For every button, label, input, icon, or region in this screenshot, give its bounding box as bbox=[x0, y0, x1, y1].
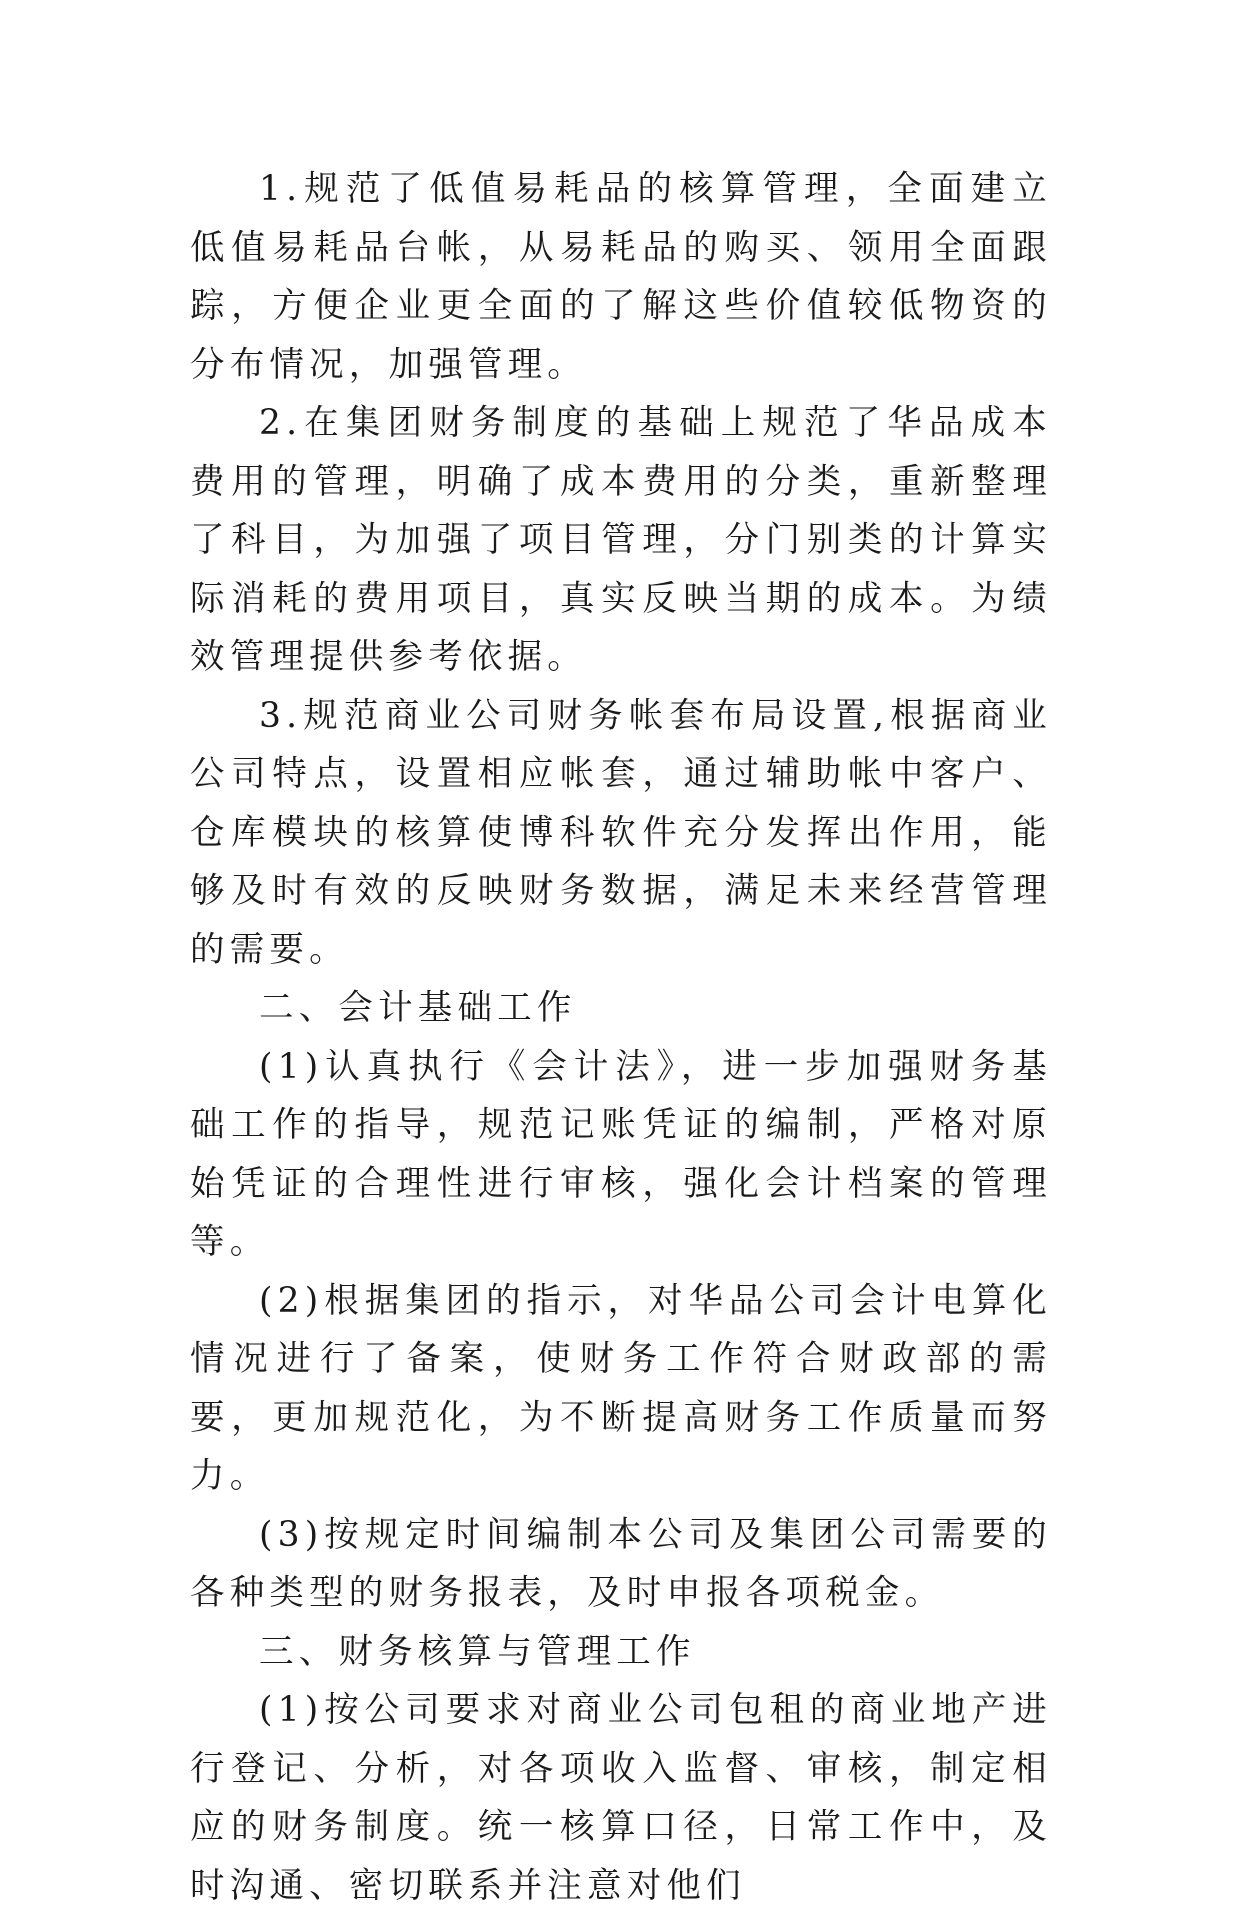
paragraph-computerized-accounting-filing: (2)根据集团的指示，对华品公司会计电算化情况进行了备案，使财务工作符合财政部的需要，更加规范化，为不断提高财务工作质量而努力。 bbox=[190, 1280, 1052, 1496]
section-heading-accounting-basics: 二、会计基础工作 bbox=[259, 988, 577, 1028]
paragraph-commercial-real-estate: (1)按公司要求对商业公司包租的商业地产进行登记、分析，对各项收入监督、审核，制定相应的财务制度。统一核算口径，日常工作中，及时沟通、密切联系并注意对他们 bbox=[190, 1690, 1052, 1906]
section-heading-financial-accounting-management: 三、财务核算与管理工作 bbox=[259, 1631, 696, 1672]
document-body bbox=[190, 160, 1052, 1915]
paragraph-item-2-cost-expense-management: 2.在集团财务制度的基础上规范了华品成本费用的管理，明确了成本费用的分类，重新整理了科目，为加强了项目管理，分门别类的计算实际消耗的费用项目，真实反映当期的成本。为绩效管理提供参考依据。 bbox=[190, 403, 1052, 677]
paragraph-item-3-account-set-layout: 3.规范商业公司财务帐套布局设置,根据商业公司特点，设置相应帐套，通过辅助帐中客户、仓库模块的核算使博科软件充分发挥出作用，能够及时有效的反映财务数据，满足未来经营管理的需要。 bbox=[190, 695, 1052, 970]
paragraph-accounting-law: (1)认真执行《会计法》，进一步加强财务基础工作的指导，规范记账凭证的编制，严格对原始凭证的合理性进行审核，强化会计档案的管理等。 bbox=[190, 1046, 1052, 1262]
paragraph-item-1-low-value-consumables: 1.规范了低值易耗品的核算管理，全面建立低值易耗品台帐，从易耗品的购买、领用全面跟踪，方便企业更全面的了解这些价值较低物资的分布情况，加强管理。 bbox=[190, 169, 1052, 385]
paragraph-financial-statements: (3)按规定时间编制本公司及集团公司需要的各种类型的财务报表，及时申报各项税金。 bbox=[190, 1514, 1052, 1613]
